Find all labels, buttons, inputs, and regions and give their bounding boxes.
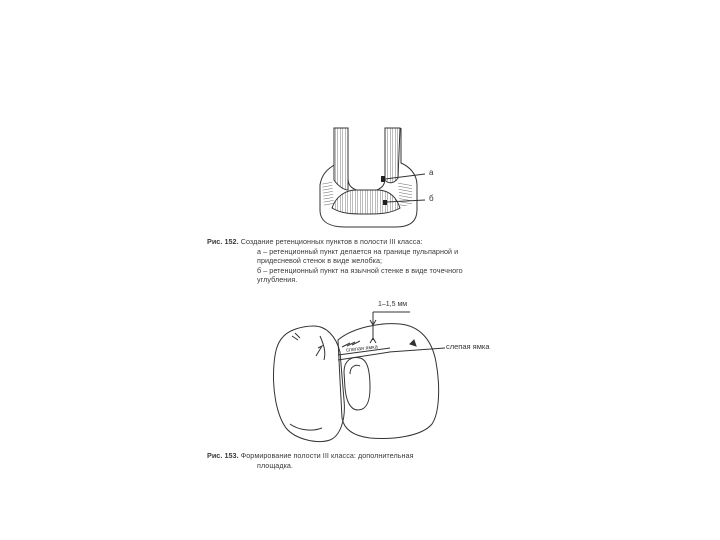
figure-153-drawing: [274, 312, 446, 442]
caption-152-a2: придесневой стенок в виде желобка;: [257, 256, 383, 266]
caption-152-title: Создание ретенционных пунктов в полости III класса:: [240, 237, 423, 246]
label-a: а: [429, 168, 434, 177]
caption-152-a: а – ретенционный пункт делается на границе пульпарной и: [257, 246, 459, 256]
label-pit: слепая ямка: [446, 342, 490, 351]
caption-153-number: Рис. 153.: [207, 451, 239, 460]
caption-fig-153: [207, 451, 507, 470]
label-size: 1–1,5 мм: [378, 301, 408, 308]
label-b: б: [429, 194, 434, 203]
caption-152-b2: углубления.: [257, 275, 298, 285]
label-inner: слепая ямка: [345, 344, 379, 354]
caption-153-title: Формирование полости III класса: дополнительная: [240, 451, 414, 460]
caption-152-b: б – ретенционный пункт на язычной стенке в виде точечного: [257, 265, 463, 275]
caption-152-number: Рис. 152.: [207, 237, 239, 246]
caption-fig-152: [207, 237, 507, 285]
caption-153-title2: площадка.: [257, 460, 294, 470]
tooth-section: [320, 128, 425, 227]
